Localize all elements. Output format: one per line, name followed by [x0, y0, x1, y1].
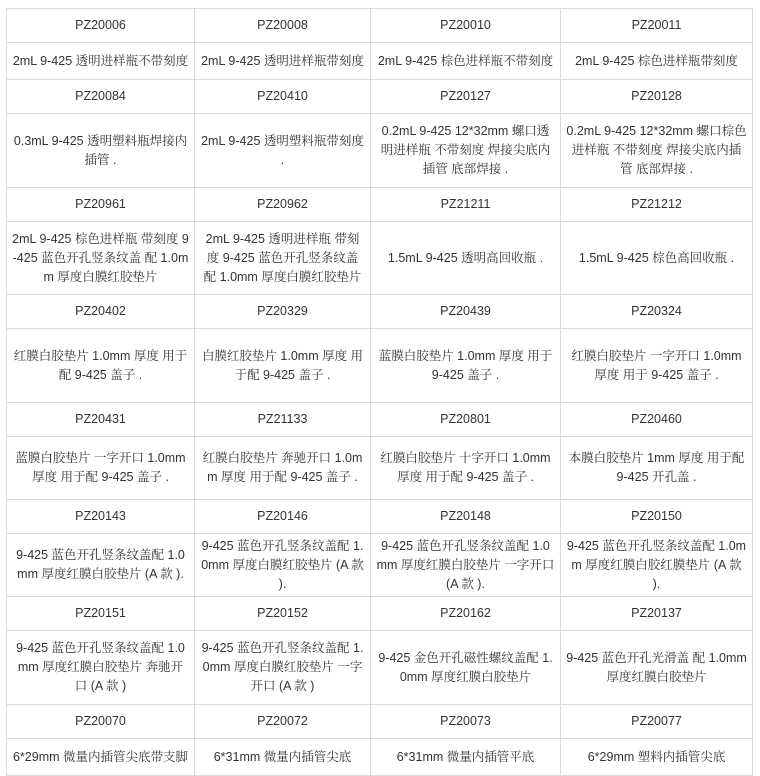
product-description: 2mL 9-425 棕色进样瓶不带刻度	[371, 43, 561, 80]
product-code: PZ20962	[195, 188, 371, 222]
product-description: 2mL 9-425 棕色进样瓶带刻度	[561, 43, 753, 80]
product-description: 9-425 蓝色开孔竖条纹盖配 1.0mm 厚度红膜白胶红膜垫片 (A 款 ).	[561, 534, 753, 597]
product-description: 9-425 蓝色开孔竖条纹盖配 1.0mm 厚度红膜白胶垫片 一字开口 (A 款 ).	[371, 534, 561, 597]
description-row	[7, 114, 753, 188]
code-row	[7, 9, 753, 43]
product-description: 2mL 9-425 透明进样瓶 带刻度 9-425 蓝色开孔竖条纹盖 配 1.0mm 厚度白膜红胶垫片	[195, 222, 371, 295]
product-code: PZ21133	[195, 403, 371, 437]
product-description: 9-425 蓝色开孔竖条纹盖配 1.0mm 厚度红膜白胶垫片 (A 款 ).	[7, 534, 195, 597]
product-description: 6*29mm 微量内插管尖底带支脚	[7, 739, 195, 776]
product-description: 6*31mm 微量内插管尖底	[195, 739, 371, 776]
product-description: 9-425 蓝色开孔竖条纹盖配 1.0mm 厚度红膜白胶垫片 奔驰开口 (A 款 )	[7, 631, 195, 705]
product-code: PZ20006	[7, 9, 195, 43]
code-row	[7, 295, 753, 329]
description-row	[7, 534, 753, 597]
product-description: 9-425 蓝色开孔竖条纹盖配 1.0mm 厚度白膜红胶垫片 (A 款 ).	[195, 534, 371, 597]
product-code: PZ20010	[371, 9, 561, 43]
code-row	[7, 500, 753, 534]
product-code: PZ20329	[195, 295, 371, 329]
product-code: PZ20073	[371, 705, 561, 739]
product-code: PZ20410	[195, 80, 371, 114]
product-code: PZ20162	[371, 597, 561, 631]
description-row	[7, 43, 753, 80]
product-description: 6*31mm 微量内插管平底	[371, 739, 561, 776]
product-code: PZ20801	[371, 403, 561, 437]
product-description: 红膜白胶垫片 1.0mm 厚度 用于配 9-425 盖子 .	[7, 329, 195, 403]
product-description: 2mL 9-425 透明进样瓶不带刻度	[7, 43, 195, 80]
product-code: PZ20150	[561, 500, 753, 534]
product-description: 0.2mL 9-425 12*32mm 螺口透明进样瓶 不带刻度 焊接尖底内插管 底部焊接 .	[371, 114, 561, 188]
description-row	[7, 329, 753, 403]
product-code: PZ20008	[195, 9, 371, 43]
description-row	[7, 222, 753, 295]
product-description: 蓝膜白胶垫片 一字开口 1.0mm 厚度 用于配 9-425 盖子 .	[7, 437, 195, 500]
product-description: 本膜白胶垫片 1mm 厚度 用于配 9-425 开孔盖 .	[561, 437, 753, 500]
product-description: 红膜白胶垫片 十字开口 1.0mm 厚度 用于配 9-425 盖子 .	[371, 437, 561, 500]
product-code: PZ21211	[371, 188, 561, 222]
product-table	[6, 8, 753, 776]
product-description: 9-425 金色开孔磁性螺纹盖配 1.0mm 厚度红膜白胶垫片	[371, 631, 561, 705]
product-description: 红膜白胶垫片 一字开口 1.0mm 厚度 用于 9-425 盖子 .	[561, 329, 753, 403]
product-description: 1.5mL 9-425 透明高回收瓶 .	[371, 222, 561, 295]
description-row	[7, 631, 753, 705]
description-row	[7, 437, 753, 500]
product-code: PZ20402	[7, 295, 195, 329]
product-code: PZ20127	[371, 80, 561, 114]
product-code: PZ20148	[371, 500, 561, 534]
product-code: PZ20152	[195, 597, 371, 631]
product-code: PZ21212	[561, 188, 753, 222]
product-code: PZ20011	[561, 9, 753, 43]
product-description: 9-425 蓝色开孔光滑盖 配 1.0mm 厚度红膜白胶垫片	[561, 631, 753, 705]
product-code: PZ20460	[561, 403, 753, 437]
code-row	[7, 80, 753, 114]
product-description: 2mL 9-425 棕色进样瓶 带刻度 9-425 蓝色开孔竖条纹盖 配 1.0mm 厚度白膜红胶垫片	[7, 222, 195, 295]
product-code: PZ20151	[7, 597, 195, 631]
code-row	[7, 188, 753, 222]
product-code: PZ20137	[561, 597, 753, 631]
code-row	[7, 403, 753, 437]
product-description: 白膜红胶垫片 1.0mm 厚度 用于配 9-425 盖子 .	[195, 329, 371, 403]
product-code: PZ20077	[561, 705, 753, 739]
product-description: 0.3mL 9-425 透明塑料瓶焊接内插管 .	[7, 114, 195, 188]
product-code: PZ20961	[7, 188, 195, 222]
code-row	[7, 597, 753, 631]
product-description: 1.5mL 9-425 棕色高回收瓶 .	[561, 222, 753, 295]
product-code: PZ20072	[195, 705, 371, 739]
product-code: PZ20084	[7, 80, 195, 114]
product-code: PZ20324	[561, 295, 753, 329]
product-description: 2mL 9-425 透明进样瓶带刻度	[195, 43, 371, 80]
product-code: PZ20146	[195, 500, 371, 534]
product-description: 蓝膜白胶垫片 1.0mm 厚度 用于 9-425 盖子 .	[371, 329, 561, 403]
product-description: 6*29mm 塑料内插管尖底	[561, 739, 753, 776]
product-code: PZ20439	[371, 295, 561, 329]
product-code: PZ20128	[561, 80, 753, 114]
product-description: 0.2mL 9-425 12*32mm 螺口棕色进样瓶 不带刻度 焊接尖底内插管 底部焊接 .	[561, 114, 753, 188]
product-code: PZ20070	[7, 705, 195, 739]
product-code: PZ20143	[7, 500, 195, 534]
product-code: PZ20431	[7, 403, 195, 437]
code-row	[7, 705, 753, 739]
product-description: 红膜白胶垫片 奔驰开口 1.0mm 厚度 用于配 9-425 盖子 .	[195, 437, 371, 500]
product-description: 2mL 9-425 透明塑料瓶带刻度 .	[195, 114, 371, 188]
product-description: 9-425 蓝色开孔竖条纹盖配 1.0mm 厚度白膜红胶垫片 一字开口 (A 款 )	[195, 631, 371, 705]
